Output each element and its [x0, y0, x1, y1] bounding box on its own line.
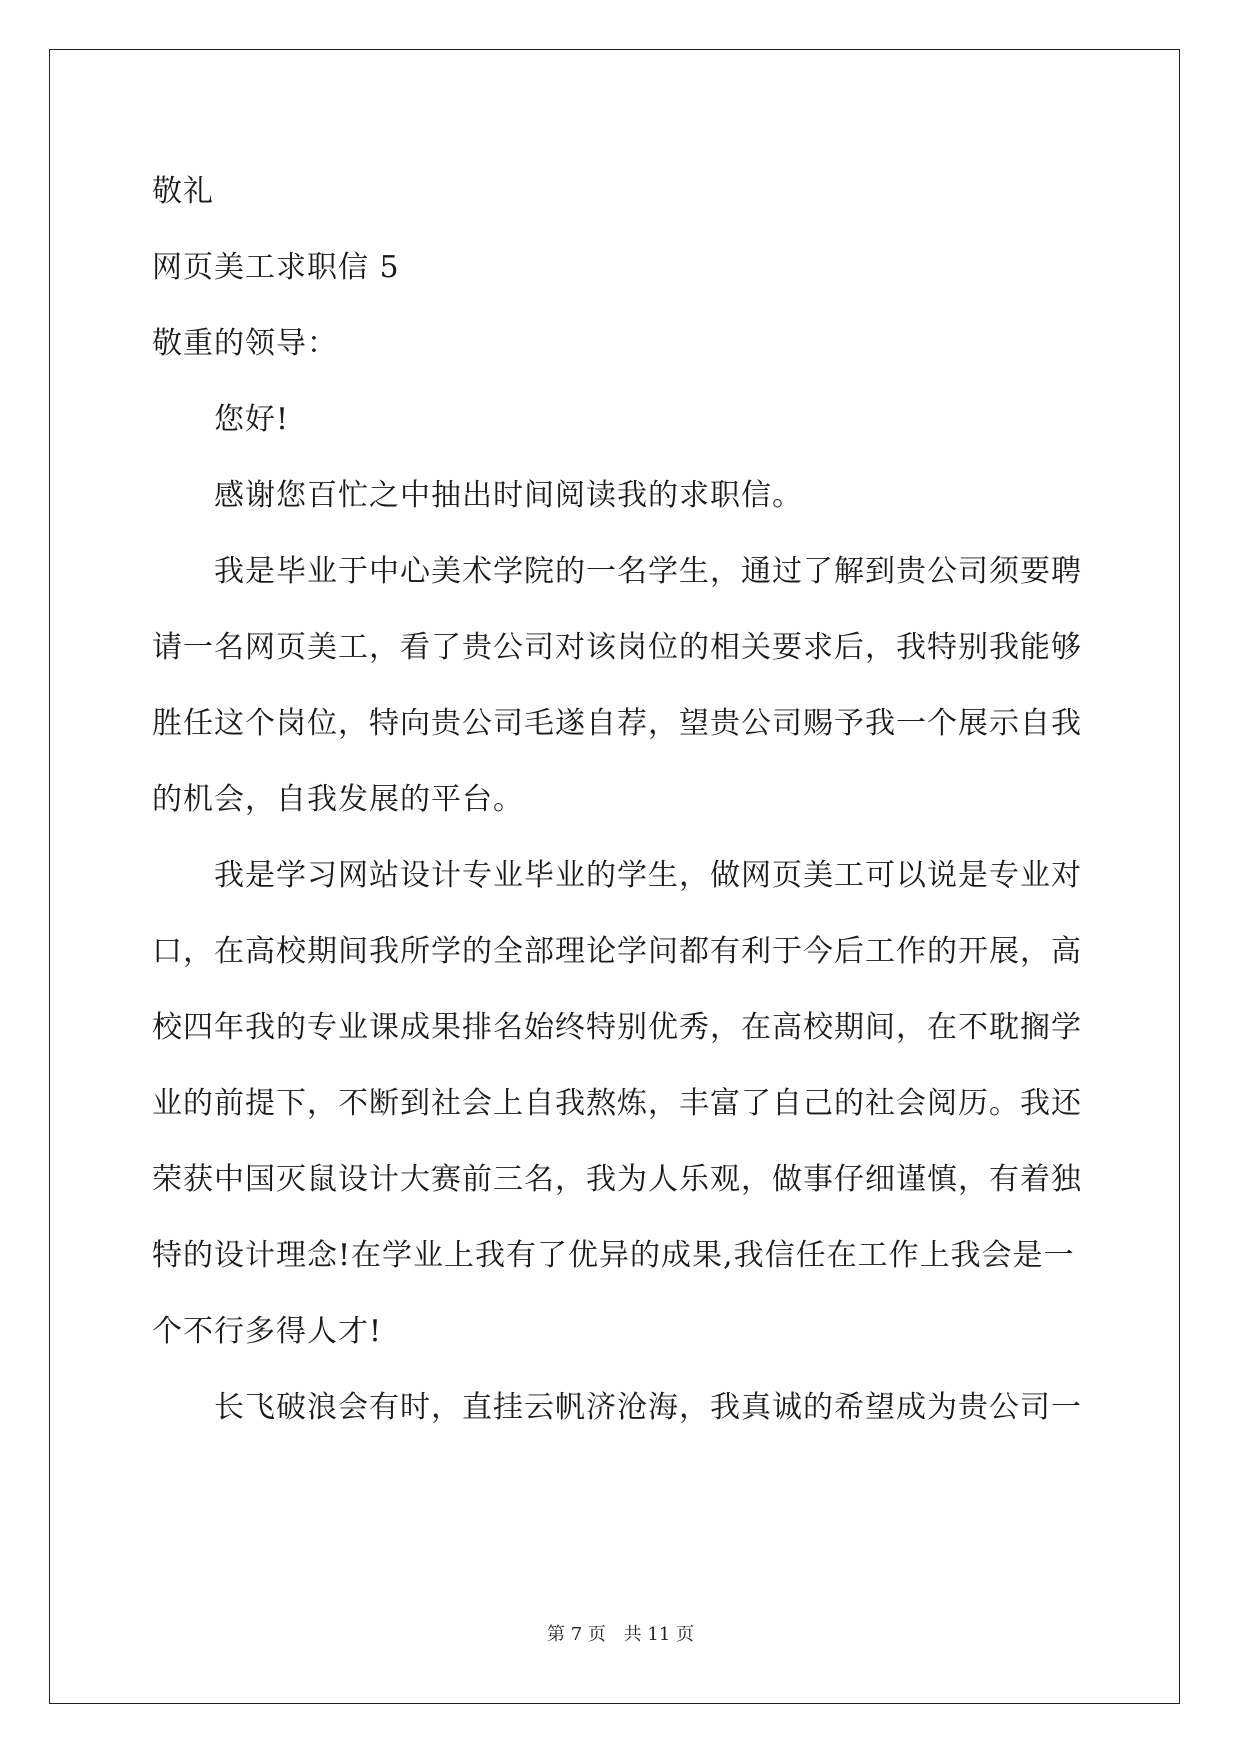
paragraph-line: 的机会，自我发展的平台。 — [152, 782, 524, 817]
paragraph-line: 我是毕业于中心美术学院的一名学生，通过了解到贵公司须要聘 — [214, 554, 1082, 589]
letter-body — [152, 160, 1092, 1452]
paragraph-line: 校四年我的专业课成果排名始终特别优秀，在高校期间，在不耽搁学 — [152, 1010, 1082, 1045]
paragraph-line: 个不行多得人才! — [152, 1314, 383, 1349]
paragraph-line: 胜任这个岗位，特向贵公司毛遂自荐，望贵公司赐予我一个展示自我 — [152, 706, 1082, 741]
paragraph-2 — [152, 540, 1092, 832]
paragraph-1 — [152, 464, 1092, 528]
paragraph-line: 我是学习网站设计专业毕业的学生，做网页美工可以说是专业对 — [214, 858, 1082, 893]
total-pages: 共 11 页 — [623, 1624, 694, 1645]
paragraph-3 — [152, 844, 1092, 1364]
paragraph-line: 口，在高校期间我所学的全部理论学问都有利于今后工作的开展，高 — [152, 934, 1082, 969]
greeting: 敬重的领导： — [152, 326, 338, 361]
page-number: 第 7 页 — [547, 1624, 606, 1645]
paragraph-4 — [152, 1376, 1092, 1440]
paragraph-line: 业的前提下，不断到社会上自我熬炼，丰富了自己的社会阅历。我还 — [152, 1086, 1082, 1121]
paragraph-line: 长飞破浪会有时，直挂云帆济沧海，我真诚的希望成为贵公司一 — [214, 1390, 1082, 1425]
letter-title: 网页美工求职信 5 — [152, 250, 400, 285]
paragraph-line: 荣获中国灭鼠设计大赛前三名，我为人乐观，做事仔细谨慎，有着独 — [152, 1162, 1082, 1197]
paragraph-line: 感谢您百忙之中抽出时间阅读我的求职信。 — [214, 478, 803, 513]
closing-salutation: 敬礼 — [152, 174, 214, 209]
paragraph-line: 请一名网页美工，看了贵公司对该岗位的相关要求后，我特别我能够 — [152, 630, 1082, 665]
hello-line: 您好! — [214, 402, 290, 437]
paragraph-line: 特的设计理念!在学业上我有了优异的成果,我信任在工作上我会是一 — [152, 1238, 1075, 1273]
page-footer — [0, 1620, 1241, 1646]
